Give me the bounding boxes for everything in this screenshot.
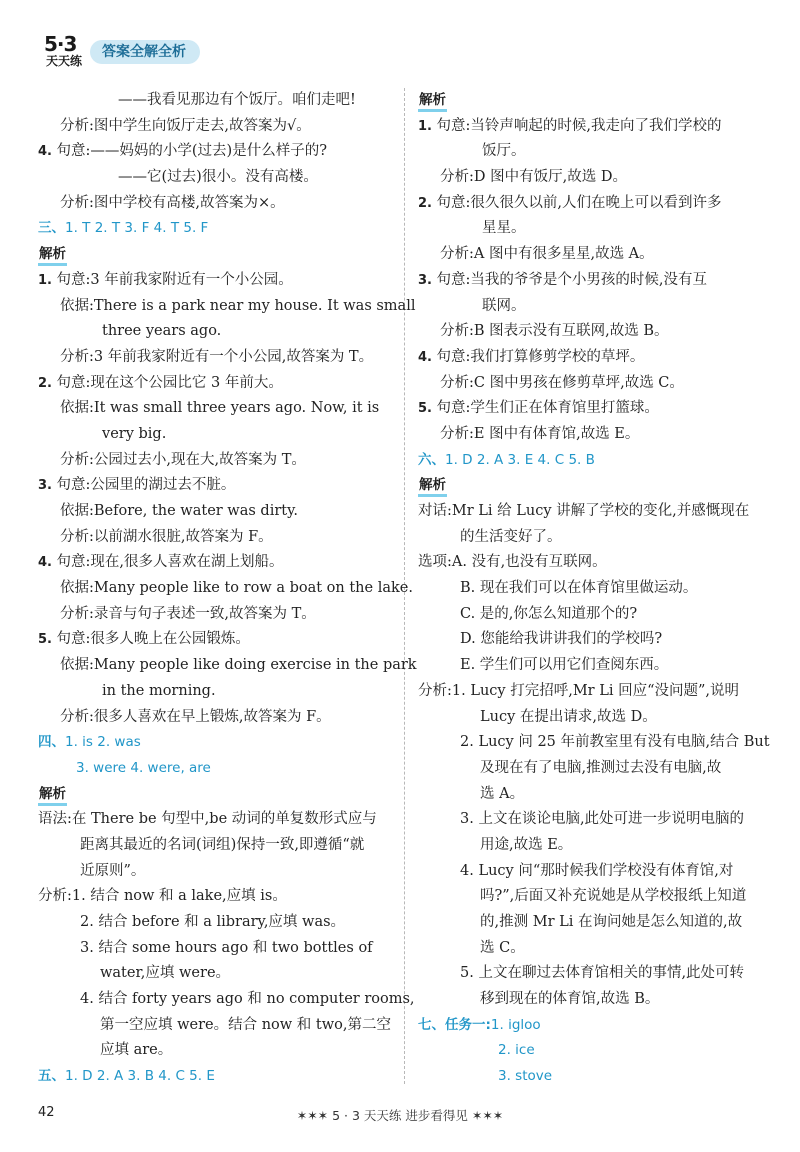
line-text: 依据:There is a park near my house. It was small [60, 297, 416, 314]
text-line [38, 294, 416, 320]
line-text: 2. 结合 before 和 a library,应填 was。 [80, 914, 346, 930]
item-number: 4. [418, 349, 437, 365]
text-line [38, 705, 393, 731]
line-text: 联网。 [482, 297, 526, 314]
item-number: 5. [418, 401, 437, 417]
line-text: 分析:录音与句子表述一致,故答案为 T。 [60, 605, 316, 622]
text-line [38, 1064, 393, 1090]
analysis-heading: 解析 [418, 91, 447, 112]
line-text: 分析:1. Lucy 打完招呼,Mr Li 回应“没问题”,说明 [418, 682, 740, 699]
line-text: 依据:Many people like doing exercise in the park [60, 657, 417, 674]
line-text: 选 C。 [480, 939, 525, 956]
answer-key: 1. D 2. A 3. B 4. C 5. E [65, 1068, 215, 1085]
page-header [40, 32, 340, 72]
text-line [418, 653, 768, 679]
brand-logo [40, 32, 90, 72]
text-line [38, 756, 393, 782]
text-line [418, 884, 768, 910]
text-line [418, 371, 768, 397]
text-line [38, 139, 393, 165]
text-line [38, 88, 393, 114]
item-number: 3. [38, 478, 57, 494]
text-line [418, 165, 768, 191]
item-number: 4. [38, 555, 57, 571]
line-text: 3. 结合 some hours ago 和 two bottles of [80, 939, 373, 956]
text-line [418, 319, 768, 345]
line-text: C. 是的,你怎么知道那个的? [460, 605, 638, 622]
line-text: 及现在有了电脑,推测过去没有电脑,故 [480, 759, 722, 776]
text-line [418, 1013, 768, 1039]
text-line [418, 961, 768, 987]
line-text: 句意:现在,很多人喜欢在湖上划船。 [56, 554, 284, 571]
text-line [38, 345, 393, 371]
text-line [418, 268, 768, 294]
line-text: 对话:Mr Li 给 Lucy 讲解了学校的变化,并感慨现在 [418, 503, 750, 519]
section-number: 四、 [38, 734, 65, 751]
text-line [38, 1038, 393, 1064]
text-line [418, 910, 768, 936]
text-line [38, 884, 393, 910]
line-text: 分析:E 图中有体育馆,故选 E。 [440, 425, 640, 442]
text-line [418, 448, 768, 474]
left-column [38, 88, 417, 1090]
line-text: 分析:D 图中有饭厅,故选 D。 [440, 169, 627, 186]
section-number: 五、 [38, 1068, 65, 1085]
text-line [38, 422, 393, 448]
text-line [38, 910, 393, 936]
line-text: 分析:图中学生向饭厅走去,故答案为√。 [60, 117, 311, 134]
line-text: 句意:现在这个公园比它 3 年前大。 [56, 374, 283, 391]
line-text: three years ago. [102, 323, 222, 340]
text-line [418, 602, 768, 628]
text-line [418, 216, 768, 242]
text-line [38, 1013, 393, 1039]
line-text: 第一空应填 were。结合 now 和 two,第二空 [100, 1016, 391, 1033]
text-line [418, 396, 768, 422]
item-number: 2. [418, 195, 437, 211]
text-line [418, 705, 768, 731]
text-line [38, 525, 393, 551]
logo-number: 5·3 [44, 32, 77, 56]
line-text: 4. Lucy 问“那时候我们学校没有体育馆,对 [460, 862, 734, 879]
text-line [418, 1038, 768, 1064]
text-line [38, 191, 393, 217]
answer-key: 1. T 2. T 3. F 4. T 5. F [65, 220, 209, 237]
analysis-heading: 解析 [38, 245, 67, 266]
text-line [38, 448, 393, 474]
line-text: 用途,故选 E。 [480, 836, 573, 853]
line-text: water,应填 were。 [100, 965, 231, 982]
line-text: B. 现在我们可以在体育馆里做运动。 [460, 580, 698, 597]
line-text: very big. [102, 425, 167, 442]
text-line [38, 679, 393, 705]
text-line [418, 242, 768, 268]
line-text: 依据:Many people like to row a boat on the lake. [60, 580, 413, 597]
line-text: 移到现在的体育馆,故选 B。 [480, 991, 660, 1008]
text-line [38, 319, 393, 345]
answer-key: 1. D 2. A 3. E 4. C 5. B [445, 451, 595, 468]
line-text: 近原则”。 [80, 862, 146, 879]
text-line [38, 730, 393, 756]
text-line [38, 371, 393, 397]
answer-key: 1. igloo [490, 1016, 541, 1033]
line-text: 的生活变好了。 [460, 528, 562, 545]
text-line [418, 525, 768, 551]
text-line [418, 756, 768, 782]
line-text: 依据:It was small three years ago. Now, it is [60, 400, 380, 417]
line-text: 分析:1. 结合 now 和 a lake,应填 is。 [38, 888, 287, 905]
text-line [418, 627, 768, 653]
line-text: 语法:在 There be 句型中,be 动词的单复数形式应与 [38, 811, 377, 828]
text-line [38, 268, 393, 294]
line-text: 选 A。 [480, 785, 525, 802]
section-number: 七、任务一: [418, 1016, 491, 1033]
line-text: 分析:A 图中有很多星星,故选 A。 [440, 246, 654, 263]
text-line [38, 242, 393, 268]
text-line [418, 782, 768, 808]
line-text: 句意:当我的爷爷是个小男孩的时候,没有互 [436, 271, 708, 288]
item-number: 3. [418, 272, 437, 288]
text-line [418, 576, 768, 602]
line-text: 句意:学生们正在体育馆里打篮球。 [436, 400, 659, 417]
text-line [38, 807, 393, 833]
text-line [38, 653, 417, 679]
answer-key: 2. ice [498, 1042, 535, 1059]
text-line [38, 987, 415, 1013]
item-number: 2. [38, 375, 57, 391]
text-line [38, 550, 393, 576]
section-banner: 答案全解全析 [90, 40, 200, 64]
line-text: 2. Lucy 问 25 年前教室里有没有电脑,结合 But [460, 734, 770, 751]
line-text: 5. 上文在聊过去体育馆相关的事情,此处可转 [460, 965, 745, 982]
text-line [38, 936, 393, 962]
line-text: 4. 结合 forty years ago 和 no computer rooms, [80, 991, 415, 1008]
text-line [418, 859, 768, 885]
line-text: 距离其最近的名词(词组)保持一致,即遵循“就 [80, 836, 365, 853]
item-number: 1. [418, 118, 437, 134]
line-text: E. 学生们可以用它们查阅东西。 [460, 657, 669, 674]
analysis-heading: 解析 [38, 785, 67, 806]
line-text: 选项:A. 没有,也没有互联网。 [418, 554, 607, 571]
line-text: 分析:3 年前我家附近有一个小公园,故答案为 T。 [60, 348, 374, 365]
text-line [418, 191, 768, 217]
line-text: 星星。 [482, 220, 526, 237]
section-number: 三、 [38, 220, 65, 237]
text-line [38, 833, 393, 859]
line-text: 句意:很久很久以前,人们在晚上可以看到许多 [436, 194, 722, 211]
text-line [418, 114, 768, 140]
text-line [38, 499, 393, 525]
line-text: 分析:公园过去小,现在大,故答案为 T。 [60, 451, 306, 468]
line-text: 句意:我们打算修剪学校的草坪。 [436, 348, 645, 365]
text-line [38, 961, 393, 987]
line-text: 分析:以前湖水很脏,故答案为 F。 [60, 528, 273, 545]
text-line [38, 859, 393, 885]
line-text: 分析:B 图表示没有互联网,故选 B。 [440, 323, 669, 340]
text-line [418, 422, 768, 448]
answer-key: 3. were 4. were, are [76, 759, 211, 776]
text-line [38, 165, 393, 191]
line-text: D. 您能给我讲讲我们的学校吗? [460, 631, 663, 648]
text-line [418, 139, 768, 165]
line-text: 吗?”,后面又补充说她是从学校报纸上知道 [480, 888, 747, 905]
item-number: 1. [38, 272, 57, 288]
text-line [38, 602, 393, 628]
text-line [418, 550, 768, 576]
line-text: 3. 上文在谈论电脑,此处可进一步说明电脑的 [460, 811, 745, 828]
text-line [418, 730, 768, 756]
text-line [418, 473, 768, 499]
text-line [38, 396, 393, 422]
text-line [38, 627, 393, 653]
text-line [418, 1064, 768, 1090]
right-column [418, 88, 768, 1090]
text-line [38, 216, 393, 242]
line-text: 分析:C 图中男孩在修剪草坪,故选 C。 [440, 374, 684, 391]
text-line [38, 782, 393, 808]
line-text: 应填 are。 [100, 1042, 173, 1059]
answer-key: 3. stove [498, 1068, 553, 1085]
line-text: 句意:——妈妈的小学(过去)是什么样子的? [56, 143, 327, 160]
item-number: 4. [38, 144, 57, 160]
answer-key: 1. is 2. was [65, 734, 141, 751]
line-text: 句意:当铃声响起的时候,我走向了我们学校的 [436, 117, 722, 134]
line-text: 分析:很多人喜欢在早上锻炼,故答案为 F。 [60, 708, 331, 725]
line-text: ——我看见那边有个饭厅。咱们走吧! [118, 92, 356, 108]
text-line [418, 987, 768, 1013]
text-line [38, 576, 413, 602]
line-text: 句意:很多人晚上在公园锻炼。 [56, 631, 250, 648]
text-line [418, 807, 768, 833]
page-number: 42 [38, 1105, 55, 1120]
line-text: 句意:3 年前我家附近有一个小公园。 [56, 271, 293, 288]
line-text: 句意:公园里的湖过去不脏。 [56, 477, 236, 494]
line-text: 分析:图中学校有高楼,故答案为×。 [60, 194, 285, 211]
line-text: 依据:Before, the water was dirty. [60, 503, 298, 519]
text-line [38, 114, 393, 140]
text-line [38, 473, 393, 499]
text-line [418, 679, 768, 705]
text-line [418, 345, 768, 371]
text-line [418, 88, 768, 114]
analysis-heading: 解析 [418, 476, 447, 497]
line-text: in the morning. [102, 682, 216, 699]
text-line [418, 936, 768, 962]
section-number: 六、 [418, 451, 445, 468]
logo-text: 天天练 [46, 54, 83, 68]
line-text: 饭厅。 [482, 143, 526, 160]
text-line [418, 499, 768, 525]
text-line [418, 833, 768, 859]
line-text: ——它(过去)很小。没有高楼。 [118, 169, 318, 186]
line-text: 的,推测 Mr Li 在询问她是怎么知道的,故 [480, 914, 743, 930]
footer-slogan: ✶✶✶ 5 · 3 天天练 进步看得见 ✶✶✶ [296, 1108, 504, 1123]
item-number: 5. [38, 632, 57, 648]
line-text: Lucy 在提出请求,故选 D。 [480, 708, 657, 725]
text-line [418, 294, 768, 320]
